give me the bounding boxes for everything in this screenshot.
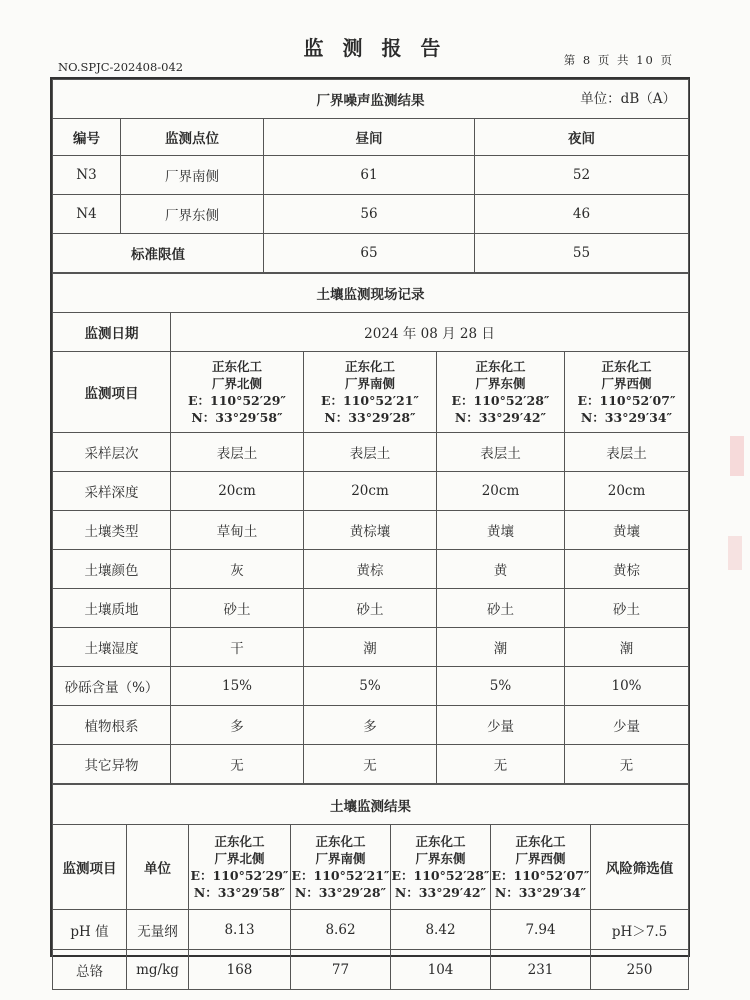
point-e: E：110°52′29″ — [187, 393, 287, 408]
cell: 20cm — [304, 472, 437, 511]
result-point — [291, 825, 391, 910]
col-night-header: 夜间 — [475, 119, 689, 156]
cell: 潮 — [437, 628, 565, 667]
sampling-point — [304, 352, 437, 433]
cell: 10% — [565, 667, 689, 706]
point-side: 厂界东侧 — [415, 851, 466, 866]
noise-point: 厂界南侧 — [121, 156, 264, 195]
cell: 砂土 — [171, 589, 304, 628]
soil-result-title: 土壤监测结果 — [53, 785, 689, 825]
result-risk: pH＞7.5 — [591, 910, 689, 950]
point-n: N：33°29′34″ — [580, 410, 673, 425]
table-row — [53, 745, 689, 784]
result-value: 7.94 — [491, 910, 591, 950]
table-row — [53, 234, 689, 273]
soil-record-table — [52, 273, 689, 784]
point-e: E：110°52′28″ — [451, 393, 550, 408]
point-n: N：33°29′42″ — [394, 885, 487, 900]
cell: 砂土 — [565, 589, 689, 628]
item-label: 监测项目 — [53, 352, 171, 433]
point-side: 厂界西侧 — [515, 851, 566, 866]
cell: 20cm — [565, 472, 689, 511]
point-side: 厂界西侧 — [601, 376, 652, 391]
cell: 20cm — [171, 472, 304, 511]
cell: 表层土 — [304, 433, 437, 472]
date-label: 监测日期 — [53, 313, 171, 352]
point-side: 厂界北侧 — [214, 851, 265, 866]
cell: 潮 — [304, 628, 437, 667]
table-row — [53, 910, 689, 950]
cell: 黄棕 — [565, 550, 689, 589]
table-row — [53, 589, 689, 628]
point-name: 正东化工 — [315, 834, 366, 849]
result-value: 8.62 — [291, 910, 391, 950]
sampling-point — [437, 352, 565, 433]
point-e: E：110°52′07″ — [491, 868, 590, 883]
result-value: 231 — [491, 950, 591, 990]
result-point — [491, 825, 591, 910]
col-day-header: 昼间 — [264, 119, 475, 156]
cell: 表层土 — [437, 433, 565, 472]
point-side: 厂界南侧 — [315, 851, 366, 866]
cell: 黄 — [437, 550, 565, 589]
result-item: 总铬 — [53, 950, 127, 990]
noise-table — [52, 79, 689, 273]
cell: 黄壤 — [565, 511, 689, 550]
col-point-header: 监测点位 — [121, 119, 264, 156]
row-label: 采样层次 — [53, 433, 171, 472]
row-label: 土壤类型 — [53, 511, 171, 550]
point-side: 厂界东侧 — [475, 376, 526, 391]
date-value: 2024 年 08 月 28 日 — [171, 313, 689, 352]
table-row — [53, 472, 689, 511]
row-label: 土壤湿度 — [53, 628, 171, 667]
point-name: 正东化工 — [344, 359, 395, 374]
noise-point: 厂界东侧 — [121, 195, 264, 234]
point-n: N：33°29′28″ — [324, 410, 416, 425]
cell: 无 — [171, 745, 304, 784]
result-unit: 无量纲 — [127, 910, 189, 950]
cell: 5% — [304, 667, 437, 706]
result-unit: mg/kg — [127, 950, 189, 990]
cell: 无 — [437, 745, 565, 784]
cell: 干 — [171, 628, 304, 667]
limit-day: 65 — [264, 234, 475, 273]
table-row — [53, 511, 689, 550]
noise-id: N4 — [53, 195, 121, 234]
cell: 5% — [437, 667, 565, 706]
limit-night: 55 — [475, 234, 689, 273]
point-name: 正东化工 — [601, 359, 652, 374]
row-label: 砂砾含量（%） — [53, 667, 171, 706]
noise-day: 61 — [264, 156, 475, 195]
cell: 潮 — [565, 628, 689, 667]
table-row — [53, 950, 689, 990]
col-item-header: 监测项目 — [53, 825, 127, 910]
cell: 20cm — [437, 472, 565, 511]
table-row — [53, 706, 689, 745]
point-name: 正东化工 — [211, 359, 262, 374]
result-value: 168 — [189, 950, 291, 990]
soil-result-table — [52, 784, 689, 990]
cell: 无 — [565, 745, 689, 784]
point-n: N：33°29′58″ — [191, 410, 283, 425]
point-n: N：33°29′28″ — [294, 885, 387, 900]
result-point — [189, 825, 291, 910]
point-e: E：110°52′21″ — [291, 868, 390, 883]
seal-fragment — [730, 436, 744, 476]
report-title: 监 测 报 告 — [303, 36, 447, 60]
limit-label: 标准限值 — [53, 234, 264, 273]
row-label: 土壤质地 — [53, 589, 171, 628]
sampling-point — [565, 352, 689, 433]
point-e: E：110°52′07″ — [577, 393, 676, 408]
point-n: N：33°29′42″ — [454, 410, 547, 425]
row-label: 采样深度 — [53, 472, 171, 511]
point-n: N：33°29′34″ — [494, 885, 587, 900]
cell: 砂土 — [437, 589, 565, 628]
table-row — [53, 628, 689, 667]
col-risk-header: 风险筛选值 — [591, 825, 689, 910]
result-item: pH 值 — [53, 910, 127, 950]
row-label: 植物根系 — [53, 706, 171, 745]
point-name: 正东化工 — [515, 834, 566, 849]
table-row — [53, 433, 689, 472]
cell: 多 — [304, 706, 437, 745]
noise-section-header — [53, 80, 689, 119]
noise-unit: 单位：dB（A） — [580, 91, 676, 107]
cell: 草甸土 — [171, 511, 304, 550]
noise-night: 46 — [475, 195, 689, 234]
point-side: 厂界北侧 — [211, 376, 262, 391]
cell: 砂土 — [304, 589, 437, 628]
cell: 无 — [304, 745, 437, 784]
cell: 灰 — [171, 550, 304, 589]
row-label: 其它异物 — [53, 745, 171, 784]
point-side: 厂界南侧 — [344, 376, 395, 391]
report-frame — [50, 77, 690, 980]
table-row — [53, 550, 689, 589]
row-label: 土壤颜色 — [53, 550, 171, 589]
point-name: 正东化工 — [475, 359, 526, 374]
point-n: N：33°29′58″ — [193, 885, 286, 900]
cell: 15% — [171, 667, 304, 706]
cell: 少量 — [565, 706, 689, 745]
seal-fragment — [728, 536, 742, 570]
noise-day: 56 — [264, 195, 475, 234]
document-number: NO.SPJC-202408-042 — [58, 60, 184, 74]
point-name: 正东化工 — [214, 834, 265, 849]
noise-title: 厂界噪声监测结果 — [316, 93, 425, 109]
cell: 表层土 — [171, 433, 304, 472]
result-point — [391, 825, 491, 910]
cell: 多 — [171, 706, 304, 745]
point-e: E：110°52′28″ — [391, 868, 490, 883]
cell: 黄壤 — [437, 511, 565, 550]
page-info: 第 8 页 共 10 页 — [563, 53, 674, 67]
table-row — [53, 195, 689, 234]
cell: 表层土 — [565, 433, 689, 472]
noise-id: N3 — [53, 156, 121, 195]
cell: 少量 — [437, 706, 565, 745]
result-risk: 250 — [591, 950, 689, 990]
noise-night: 52 — [475, 156, 689, 195]
col-id-header: 编号 — [53, 119, 121, 156]
cell: 黄棕壤 — [304, 511, 437, 550]
point-e: E：110°52′29″ — [190, 868, 289, 883]
result-value: 8.42 — [391, 910, 491, 950]
cell: 黄棕 — [304, 550, 437, 589]
point-e: E：110°52′21″ — [320, 393, 420, 408]
result-value: 8.13 — [189, 910, 291, 950]
point-name: 正东化工 — [415, 834, 466, 849]
result-value: 104 — [391, 950, 491, 990]
sampling-point — [171, 352, 304, 433]
col-unit-header: 单位 — [127, 825, 189, 910]
table-row — [53, 667, 689, 706]
result-value: 77 — [291, 950, 391, 990]
table-row — [53, 156, 689, 195]
soil-record-title: 土壤监测现场记录 — [53, 274, 689, 313]
